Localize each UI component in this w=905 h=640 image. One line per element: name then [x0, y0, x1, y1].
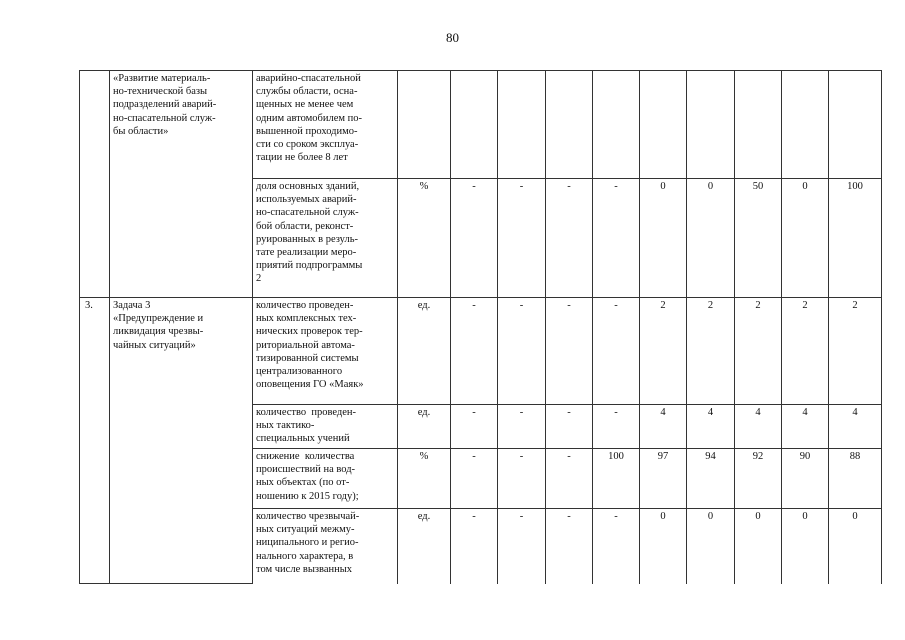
indicator-text-line: централизованного [256, 366, 343, 378]
table-row [80, 298, 882, 405]
indicator-text-line: руированных в резуль- [256, 233, 358, 245]
value-cell: - [451, 449, 498, 509]
task-text-line: но-технической базы [113, 86, 208, 98]
indicator-text-line: происшествий на вод- [256, 464, 356, 476]
indicator-text-line: щенных не менее чем [256, 99, 354, 111]
indicator-text-line: аварийно-спасательной [256, 73, 361, 84]
value-cell [546, 71, 593, 179]
value-cell: 0 [687, 179, 735, 298]
value-cell: 50 [735, 179, 782, 298]
value-cell: 0 [782, 509, 829, 584]
indicator-cell [253, 71, 398, 179]
value-cell: 4 [640, 405, 687, 449]
indicator-text-line: риториальной автома- [256, 339, 355, 351]
indicator-cell [253, 298, 398, 405]
indicator-text-line: но-спасательной служ- [256, 207, 359, 219]
value-cell: - [498, 179, 546, 298]
indicator-text-line: тизированной системы [256, 352, 359, 364]
unit-cell [398, 71, 451, 179]
value-cell: 88 [829, 449, 882, 509]
task-text-line: но-спасательной служ- [113, 112, 216, 124]
task-text-line: чайных ситуаций» [113, 339, 196, 351]
indicator-text-line: количество проведен- [256, 300, 354, 311]
value-cell: 100 [593, 449, 640, 509]
value-cell [593, 71, 640, 179]
value-cell: - [593, 179, 640, 298]
value-cell: - [593, 405, 640, 449]
unit-cell: ед. [398, 405, 451, 449]
indicator-text-line: ных объектах (по от- [256, 477, 350, 489]
value-cell: - [546, 405, 593, 449]
value-cell: 4 [735, 405, 782, 449]
indicator-text-line: 2 [256, 273, 262, 285]
value-cell: 90 [782, 449, 829, 509]
indicator-text-line: используемых аварий- [256, 194, 357, 206]
indicator-text-line: количество проведен- [256, 407, 357, 418]
value-cell: - [546, 179, 593, 298]
indicator-cell [253, 449, 398, 509]
indicator-text-line: службы области, осна- [256, 86, 358, 98]
value-cell [829, 71, 882, 179]
row-number-cell [80, 71, 110, 298]
value-cell [687, 71, 735, 179]
value-cell: 2 [640, 298, 687, 405]
value-cell: 94 [687, 449, 735, 509]
indicator-text-line: снижение количества [256, 451, 355, 462]
indicator-text-line: ношению к 2015 году); [256, 490, 359, 502]
indicator-text-line: вышенной проходимо- [256, 125, 358, 137]
value-cell: 2 [687, 298, 735, 405]
value-cell: 92 [735, 449, 782, 509]
table-row [80, 71, 882, 179]
indicator-text-line: ниципального и регио- [256, 537, 359, 549]
indicator-text-line: ных ситуаций межму- [256, 524, 355, 536]
task-cell [110, 298, 253, 584]
indicator-text-line: тации не более 8 лет [256, 152, 348, 164]
value-cell: 97 [640, 449, 687, 509]
value-cell: - [546, 449, 593, 509]
unit-cell: % [398, 449, 451, 509]
value-cell: - [451, 298, 498, 405]
indicator-cell [253, 405, 398, 449]
indicator-text-line: одним автомобилем по- [256, 112, 363, 124]
task-cell [110, 71, 253, 298]
indicator-text-line: тате реализации меро- [256, 247, 357, 259]
value-cell: 100 [829, 179, 882, 298]
task-text-line: «Предупреждение и [113, 313, 204, 325]
value-cell [782, 71, 829, 179]
value-cell: 4 [782, 405, 829, 449]
indicator-text-line: сти со сроком эксплуа- [256, 139, 359, 151]
value-cell: - [593, 298, 640, 405]
value-cell: - [498, 405, 546, 449]
value-cell [640, 71, 687, 179]
value-cell: 2 [829, 298, 882, 405]
indicator-text-line: ных комплексных тех- [256, 313, 357, 325]
indicator-text-line: приятий подпрограммы [256, 260, 363, 272]
value-cell: 2 [735, 298, 782, 405]
indicator-text-line: оповещения ГО «Маяк» [256, 379, 364, 391]
value-cell: 4 [829, 405, 882, 449]
unit-cell: ед. [398, 509, 451, 584]
value-cell: 0 [829, 509, 882, 584]
value-cell: 0 [640, 179, 687, 298]
value-cell: 0 [735, 509, 782, 584]
value-cell: - [498, 298, 546, 405]
value-cell: - [546, 298, 593, 405]
value-cell: - [498, 449, 546, 509]
page-number: 80 [446, 30, 459, 45]
row-number-cell: 3. [80, 298, 110, 584]
task-text-line: ликвидация чрезвы- [113, 326, 204, 338]
indicator-text-line: доля основных зданий, [256, 181, 360, 192]
indicator-text-line: нального характера, в [256, 550, 354, 562]
indicator-text-line: бой области, реконст- [256, 220, 354, 232]
indicator-text-line: количество чрезвычай- [256, 511, 360, 522]
value-cell: 2 [782, 298, 829, 405]
value-cell: - [498, 509, 546, 584]
indicator-cell [253, 179, 398, 298]
value-cell [451, 71, 498, 179]
indicator-text-line: нических проверок тер- [256, 326, 363, 338]
value-cell: - [451, 179, 498, 298]
value-cell: 0 [687, 509, 735, 584]
indicator-text-line: том числе вызванных [256, 563, 353, 575]
task-text-line: бы области» [113, 125, 169, 137]
value-cell: - [451, 509, 498, 584]
value-cell: 4 [687, 405, 735, 449]
unit-cell: ед. [398, 298, 451, 405]
task-text-line: «Развитие материаль- [113, 73, 211, 84]
value-cell: - [593, 509, 640, 584]
value-cell: 0 [640, 509, 687, 584]
value-cell: 0 [782, 179, 829, 298]
indicator-text-line: специальных учений [256, 433, 350, 445]
indicator-cell [253, 509, 398, 584]
value-cell [498, 71, 546, 179]
task-text-line: подразделений аварий- [113, 99, 217, 111]
task-text-line: Задача 3 [113, 300, 151, 311]
value-cell: - [451, 405, 498, 449]
indicators-table [79, 70, 882, 584]
value-cell: - [546, 509, 593, 584]
indicator-text-line: ных тактико- [256, 420, 315, 432]
unit-cell: % [398, 179, 451, 298]
value-cell [735, 71, 782, 179]
